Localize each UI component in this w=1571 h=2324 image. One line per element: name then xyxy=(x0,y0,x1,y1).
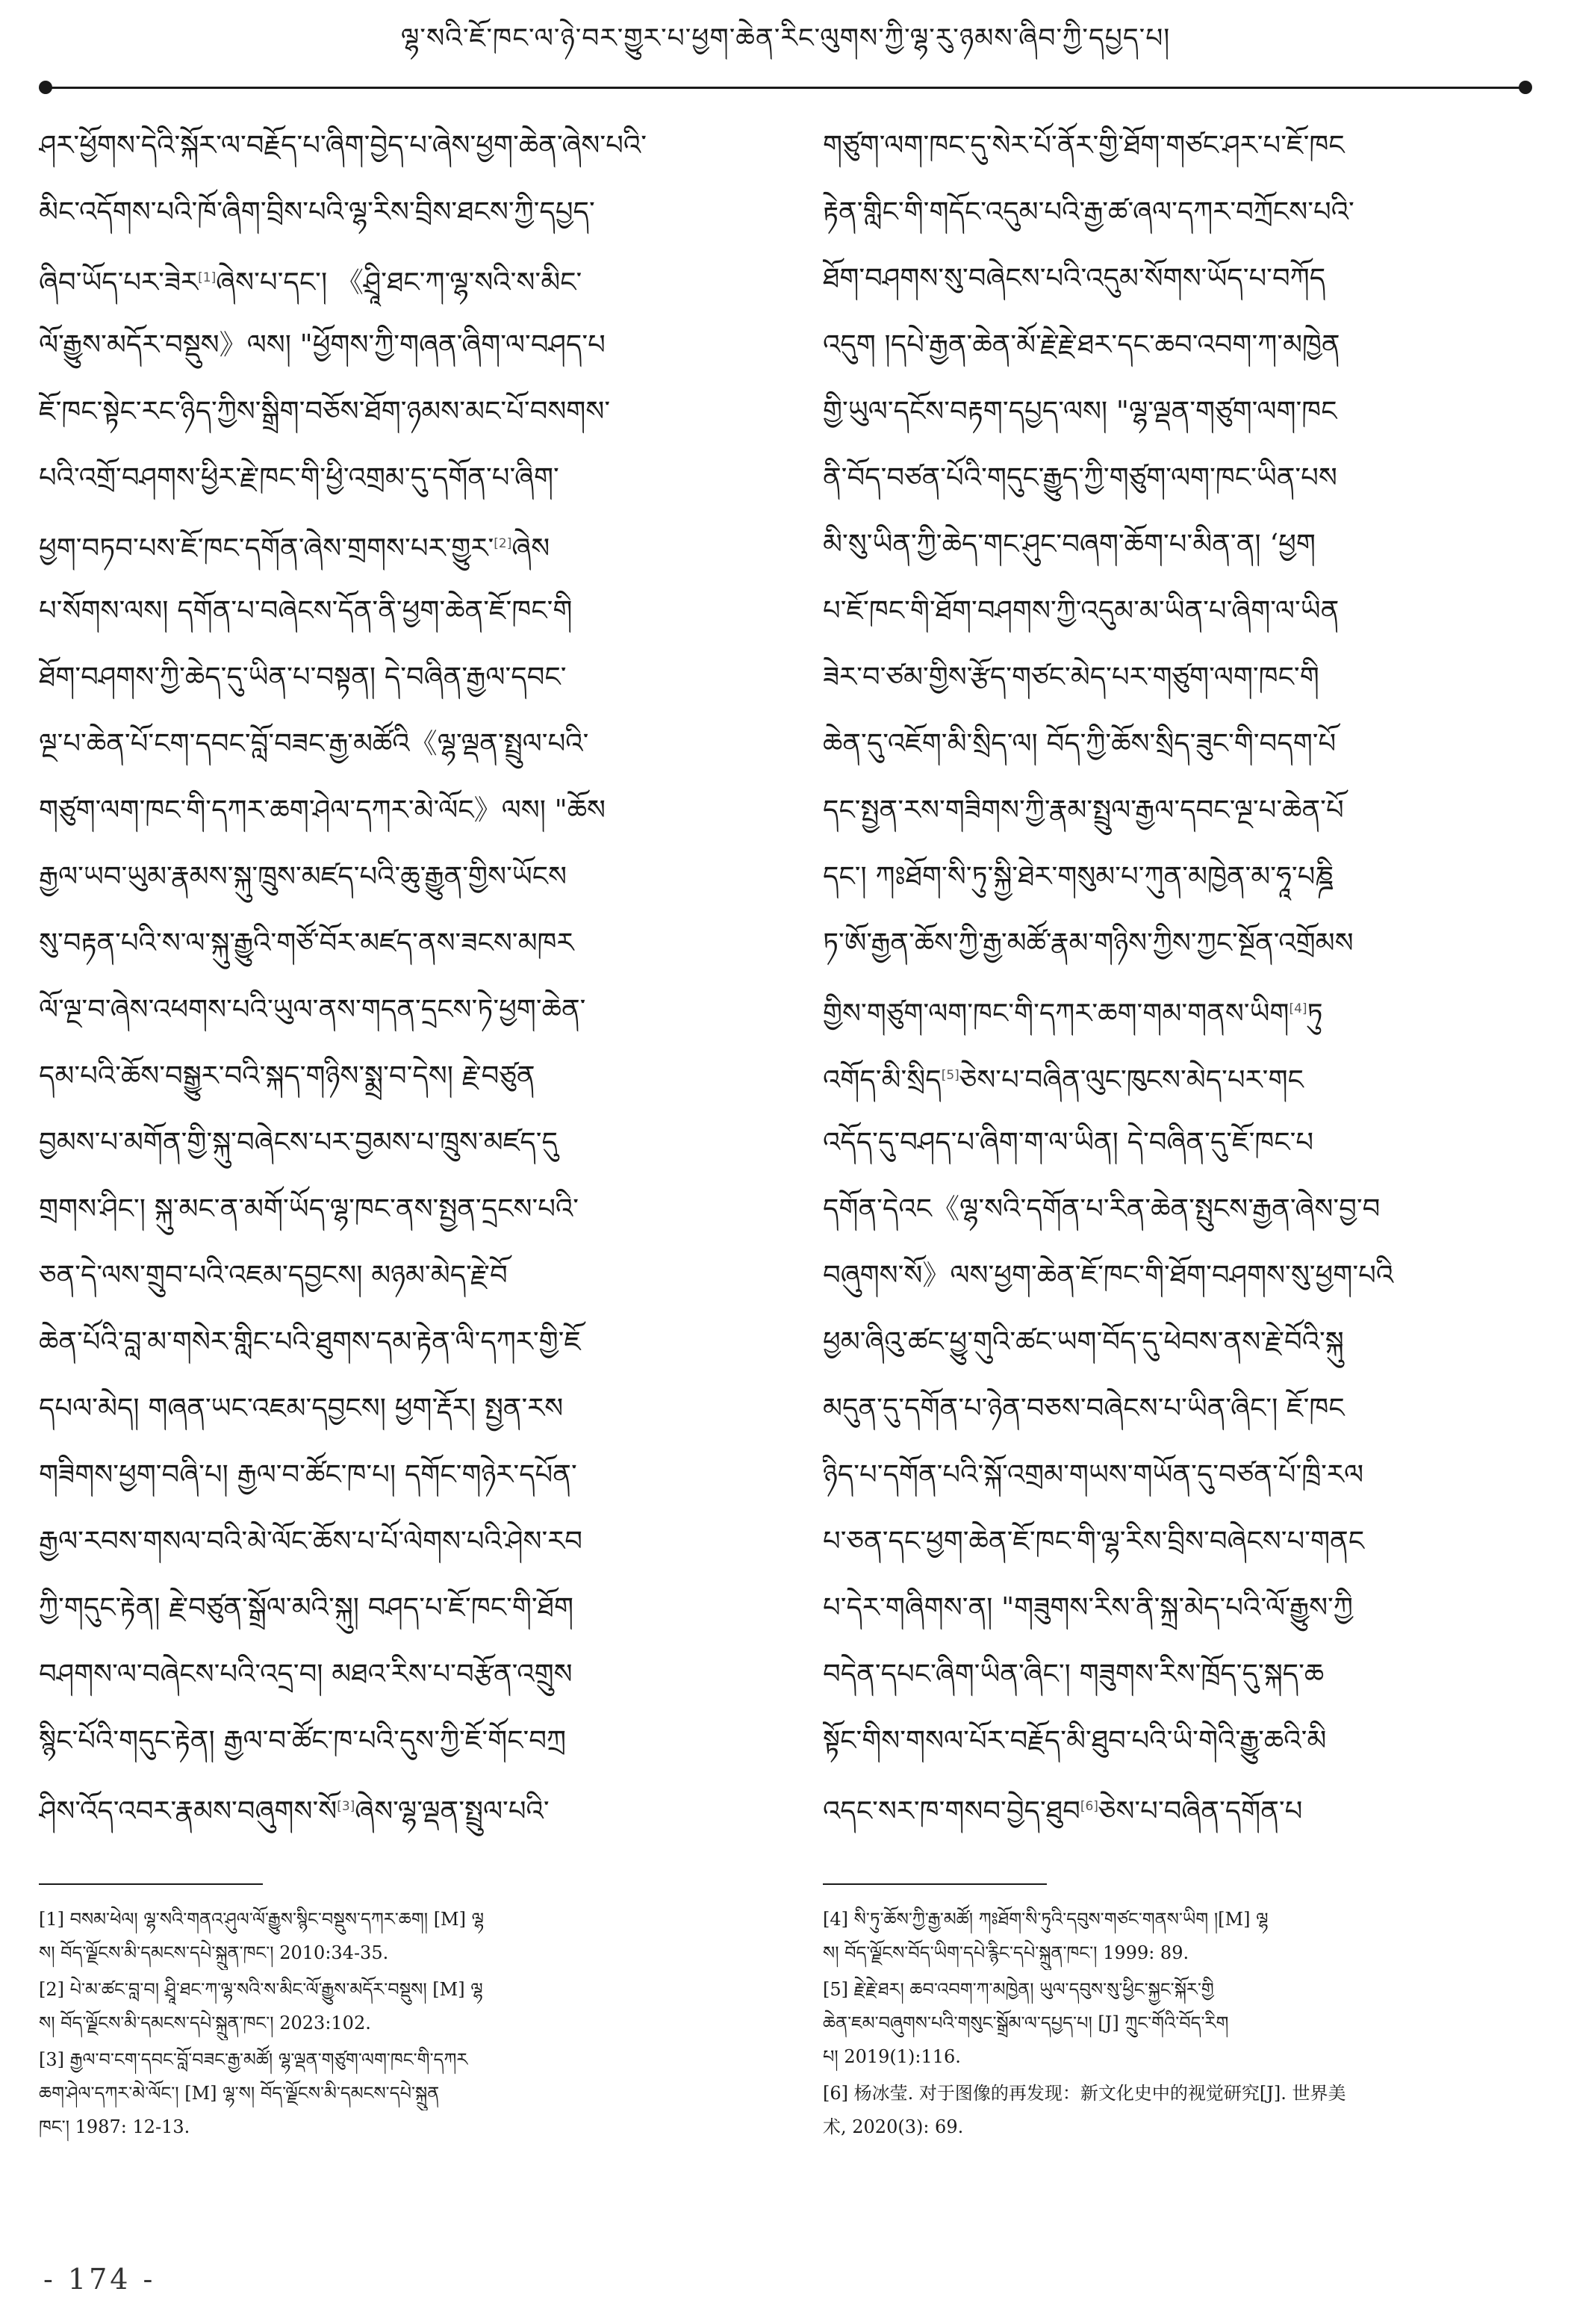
body-text: ལོ་རྒྱུས་མདོར་བསྡུས》ལས། "ཕྱོགས་ཀྱི་གཞན་ཞིག་ལ་བཤད་པ xyxy=(39,329,606,361)
body-text: གྱི་ཡུལ་དངོས་བརྟག་དཔྱད་ལས། "ལྷ་ལྡན་གཙུག་ལག་ཁང xyxy=(823,395,1337,427)
footnote-line: པ། 2019(1):116. xyxy=(823,2046,961,2067)
body-text: ཤིས་འོད་འབར་རྣམས་བཞུགས་སོ xyxy=(39,1795,337,1827)
body-text: དང་། ཀཿཐོག་སི་ཏུ་སྐྱི་ཐེར་གསུམ་པ་ཀུན་མཁྱེན་མ་ཧཱ་པཎྜི xyxy=(823,860,1334,892)
body-text: ནི་བོད་བཙན་པོའི་གདུང་རྒྱུད་ཀྱི་གཙུག་ལག་ཁང་ཡིན་པས xyxy=(823,462,1337,494)
footnote-rule-right xyxy=(823,1883,1047,1885)
body-text: དམ་པའི་ཆོས་བསྒྱུར་བའི་སྐད་གཉིས་སྨྲ་བ་དེས། རྗེ་བཙུན xyxy=(39,1060,535,1092)
body-text-line xyxy=(823,644,1532,710)
footnote xyxy=(823,2077,1532,2144)
footnote-line: [5] རྗེ་རྗེ་ཐར། ཆབ་འབག་ཀ་མཁྱེན། ཡུལ་དབུས་སུ་ཕྱིང་སྐྱང་སྐོར་གྱི xyxy=(823,1979,1214,2000)
body-text-line xyxy=(39,777,748,843)
body-text-line xyxy=(823,311,1532,378)
footnote-line: ས། བོད་ལྗོངས་མི་དམངས་དཔེ་སྐྲུན་ཁང་། 2010:34-35. xyxy=(39,1942,389,1963)
body-text-line xyxy=(823,1175,1532,1242)
body-text-line xyxy=(39,245,748,311)
body-text-line xyxy=(39,843,748,910)
body-text: པ་ཅན་དང་ཕྱག་ཆེན་ཇོ་ཁང་གི་ལྷ་རིས་བྲིས་བཞེངས་པ་གནང xyxy=(823,1525,1365,1557)
footnote-line: [3] རྒྱལ་བ་ངག་དབང་བློ་བཟང་རྒྱ་མཚོ། ལྷ་ལྡན་གཙུག་ལག་ཁང་གི་དཀར xyxy=(39,2049,468,2070)
body-text-line xyxy=(823,444,1532,511)
page-number: - 174 - xyxy=(43,2263,156,2296)
body-text: སུ་བརྟན་པའི་ས་ལ་སྐུ་རྒྱུའི་གཙོ་བོར་མཛད་ནས་ཟངས་མཁར xyxy=(39,927,574,959)
body-text-line xyxy=(39,1043,748,1109)
body-text-line xyxy=(823,577,1532,644)
body-text: མིང་འདོགས་པའི་ཁོ་ཞིག་བྲིས་པའི་ལྷ་རིས་བྲིས་ཐངས་ཀྱི་དཔྱད་ xyxy=(39,196,595,228)
body-text: དཔལ་མེད། གཞན་ཡང་འཇམ་དབྱངས། ཕྱག་རྡོར། སྤྱན་རས xyxy=(39,1392,564,1424)
body-text: གྱིས་གཙུག་ལག་ཁང་གི་དཀར་ཆག་གམ་གནས་ཡིག xyxy=(823,997,1290,1030)
body-text: བཤགས་ལ་བཞེངས་པའི་འདྲ་བ། མཐའ་རིས་པ་བརྩོན་འགྲུས xyxy=(39,1658,573,1690)
body-text-line xyxy=(823,1774,1532,1840)
body-text-line xyxy=(823,976,1532,1043)
body-text-line xyxy=(823,378,1532,444)
footnotes-left xyxy=(39,1903,748,2147)
body-text-line xyxy=(39,577,748,644)
body-text-line xyxy=(823,511,1532,577)
body-text: བཞུགས་སོ》ལས་ཕྱག་ཆེན་ཇོ་ཁང་གི་ཐོག་བཤགས་སུ་ཕྱག་པའི xyxy=(823,1259,1394,1291)
body-text: ཅེས་པ་བཞིན་དགོན་པ xyxy=(1098,1795,1303,1827)
body-text: གཟིགས་ཕྱག་བཞི་པ། རྒྱལ་བ་ཚོང་ཁ་པ། དགོང་གཉེར་དཔོན་ xyxy=(39,1458,577,1491)
body-text-line xyxy=(823,1375,1532,1441)
body-text-line xyxy=(823,843,1532,910)
body-text: གཙུག་ལག་ཁང་དུ་སེར་པོ་ནོར་གྱི་ཐོག་གཙང་ཤར་པ་ཇོ་ཁང xyxy=(823,129,1345,161)
body-text-line xyxy=(823,1308,1532,1375)
footnotes-right xyxy=(823,1903,1532,2147)
body-text-line xyxy=(39,1109,748,1175)
body-text: གྲགས་ཤིང་། སྐུ་མང་ན་མགོ་ཡོད་ལྷ་ཁང་ནས་སྤྱན་དྲངས་པའི་ xyxy=(39,1193,579,1225)
body-text-line xyxy=(39,112,748,178)
footnote-line: ཆེན་ཇམ་བཞུགས་པའི་གསུང་སྒྲོམ་ལ་དཔྱད་པ། [J] ཀྲུང་གོའི་བོད་རིག xyxy=(823,2013,1229,2034)
body-text: ལོ་ལྔ་བ་ཞེས་འཕགས་པའི་ཡུལ་ནས་གདན་དྲངས་ཏེ་ཕྱག་ཆེན་ xyxy=(39,993,586,1025)
body-text-line xyxy=(39,1574,748,1641)
body-text-line xyxy=(39,1774,748,1840)
body-text: པ་དེར་གཞིགས་ན། "གཟུགས་རིས་ནི་སྐྲ་མེད་པའི་ལོ་རྒྱུས་ཀྱི xyxy=(823,1591,1353,1624)
body-text: ཀྱི་གདུང་རྟེན། རྗེ་བཙུན་སྒྲོལ་མའི་སྐུ། བཤད་པ་ཇོ་ཁང་གི་ཐོག xyxy=(39,1591,574,1624)
body-text: འགོད་མི་སྲིད xyxy=(823,1063,942,1096)
body-text: བདེན་དཔང་ཞིག་ཡིན་ཞིང་། གཟུགས་རིས་ཁྲོད་དུ་སྐད་ཆ xyxy=(823,1658,1325,1690)
body-text: ཉིད་པ་དགོན་པའི་སྐོ་འགྲམ་གཡས་གཡོན་དུ་བཙན་པོ་ཁྲི་རལ xyxy=(823,1458,1364,1491)
body-text-line xyxy=(39,444,748,511)
body-text-line xyxy=(39,976,748,1043)
left-column xyxy=(39,112,748,1840)
footnote xyxy=(823,1973,1532,2074)
body-text-line xyxy=(823,1641,1532,1707)
body-text: ཞེས་ལྷ་ལྡན་སྤྲུལ་པའི་ xyxy=(355,1795,550,1827)
footnote-marker: [4] xyxy=(1289,1001,1307,1016)
body-text: ཏུ xyxy=(1307,997,1323,1030)
body-text-line xyxy=(39,178,748,245)
body-text-line xyxy=(823,710,1532,777)
footnote xyxy=(823,1903,1532,1970)
body-text-line xyxy=(823,1441,1532,1508)
body-text: འདང་སར་ཁ་གསབ་བྱེད་ཐུབ xyxy=(823,1795,1080,1827)
footnote-marker: [5] xyxy=(941,1068,959,1083)
body-text: བྱམས་པ་མགོན་གྱི་སྐུ་བཞེངས་པར་བྱམས་པ་ཁྲུས་མཛད་དུ xyxy=(39,1126,558,1158)
footnote-line: ས། བོད་ལྗོངས་མི་དམངས་དཔེ་སྐྲུན་ཁང་། 2023:102. xyxy=(39,2013,371,2034)
footnote-line: ས། བོད་ལྗོངས་བོད་ཡིག་དཔེ་རྙིང་དཔེ་སྐྲུན་ཁང་། 1999: 89. xyxy=(823,1942,1189,1963)
header-rule-right-dot xyxy=(1519,81,1532,94)
body-text: ཏ་ཨོ་རྒྱན་ཆོས་ཀྱི་རྒྱ་མཚོ་རྣམ་གཉིས་ཀྱིས་ཀྱང་སྔོན་འགྲོམས xyxy=(823,927,1354,959)
body-text-line xyxy=(823,1508,1532,1574)
footnote-marker: [3] xyxy=(337,1799,355,1814)
body-text: པ་སོགས་ལས། དགོན་པ་བཞེངས་དོན་ནི་ཕྱག་ཆེན་ཇོ་ཁང་གི xyxy=(39,594,573,627)
footnote-line: 术, 2020(3): 69. xyxy=(823,2116,964,2137)
body-text: སྟོང་གིས་གསལ་པོར་བརྗོད་མི་ཐུབ་པའི་ཡི་གེའི་རྒྱུ་ཆའི་མི xyxy=(823,1724,1327,1756)
right-column xyxy=(823,112,1532,1840)
body-text-line xyxy=(39,910,748,976)
body-text: རྒྱལ་ཡབ་ཡུམ་རྣམས་སྐུ་ཁྲུས་མཛད་པའི་ཆུ་རྒྱུན་གྱིས་ཡོངས xyxy=(39,860,567,892)
body-text-line xyxy=(823,1242,1532,1308)
footnote-line: ཆག་ཤེལ་དཀར་མེ་ལོང་། [M] ལྷ་ས། བོད་ལྗོངས་མི་དམངས་དཔེ་སྐྲུན xyxy=(39,2083,440,2104)
body-text-line xyxy=(39,1175,748,1242)
body-text-line xyxy=(823,245,1532,311)
body-text: མདུན་དུ་དགོན་པ་ཉེན་བཅས་བཞེངས་པ་ཡིན་ཞིང་། ཇོ་ཁང xyxy=(823,1392,1345,1424)
body-text-line xyxy=(39,378,748,444)
body-text: ཟེར་བ་ཙམ་གྱིས་རྩོད་གཙང་མེད་པར་གཙུག་ལག་ཁང་གི xyxy=(823,661,1319,693)
body-text-line xyxy=(39,1308,748,1375)
header-rule xyxy=(45,87,1526,89)
header-title: ལྷ་སའི་ཇོ་ཁང་ལ་ཉེ་བར་གྱུར་པ་ཕྱག་ཆེན་རིང་ལུགས་ཀྱི་ལྷ་རུ་ཉམས་ཞིབ་ཀྱི་དཔྱད་པ། xyxy=(400,23,1171,54)
body-text-line xyxy=(823,1574,1532,1641)
body-text: ཆེན་པོའི་བླ་མ་གསེར་གླིང་པའི་ཐུགས་དམ་རྟེན་ལི་དཀར་གྱི་ཇོ xyxy=(39,1326,582,1358)
footnote-rule-left xyxy=(39,1883,263,1885)
body-text: ཅེས་པ་བཞིན་ལུང་ཁུངས་མེད་པར་གང xyxy=(959,1063,1304,1096)
body-text: ཤར་ཕྱོགས་དེའི་སྐོར་ལ་བརྗོད་པ་ཞིག་བྱེད་པ་ཞེས་ཕྱག་ཆེན་ཞེས་པའི་ xyxy=(39,129,647,161)
body-text-line xyxy=(39,1641,748,1707)
body-text: རྟེན་གླིང་གི་གདོང་འདུམ་པའི་རྒྱ་ཚ་ཞལ་དཀར་བཀྲོངས་པའི་ xyxy=(823,196,1354,228)
body-text: འདོད་དུ་བཤད་པ་ཞིག་ག་ལ་ཡིན། དེ་བཞིན་དུ་ཇོ་ཁང་པ xyxy=(823,1126,1314,1158)
body-text: ཇོ་ཁང་སྟེང་རང་ཉིད་ཀྱིས་སྒྲིག་བཅོས་ཐོག་ཉམས་མང་པོ་བསགས་ xyxy=(39,395,611,427)
body-text-line xyxy=(823,112,1532,178)
body-text-line xyxy=(39,1375,748,1441)
footnote-line: [4] སི་ཏུ་ཆོས་ཀྱི་རྒྱ་མཚོ། ཀཿཐོག་སི་ཏུའི་དབུས་གཙང་གནས་ཡིག །[M] ལྷ xyxy=(823,1909,1269,1930)
body-text: འདུག །དཔེ་རྒྱན་ཆེན་མོ་རྗེ་རྗེ་ཐར་དང་ཆབ་འབག་ཀ་མཁྱེན xyxy=(823,329,1340,361)
footnote-marker: [1] xyxy=(198,270,217,285)
body-text: ཕྱམ་ཞིའུ་ཚང་ཕྱུ་གུའི་ཚང་ཡག་བོད་དུ་ཕེབས་ནས་རྗེ་བོའི་སྐུ xyxy=(823,1326,1344,1358)
footnote xyxy=(39,1973,748,2040)
body-text-line xyxy=(823,1109,1532,1175)
body-text-line xyxy=(39,1707,748,1774)
footnote-line: ཁང་། 1987: 12-13. xyxy=(39,2116,190,2137)
body-text: པའི་འགྲོ་བཤགས་ཕྱིར་རྗེ་ཁང་གི་ཕྱི་འགྲམ་དུ་དགོན་པ་ཞིག་ xyxy=(39,462,559,494)
body-text-line xyxy=(823,1707,1532,1774)
body-text: རྒྱལ་རབས་གསལ་བའི་མེ་ལོང་ཆོས་པ་པོ་ལེགས་པའི་ཤེས་རབ xyxy=(39,1525,583,1557)
body-text: དགོན་དེའང《ལྷ་སའི་དགོན་པ་རིན་ཆེན་སྤུངས་རྒྱན་ཞེས་བྱ་བ xyxy=(823,1193,1381,1225)
footnote xyxy=(39,2043,748,2144)
body-text: ལྔ་པ་ཆེན་པོ་ངག་དབང་བློ་བཟང་རྒྱ་མཚོའི《ལྷ་ལྡན་སྤྲུལ་པའི་ xyxy=(39,727,589,759)
body-text: ཞེས་པ་དང་། 《ཤྲཱི་ཐང་ཀ་ལྷ་སའི་ས་མིང་ xyxy=(216,266,582,299)
footnote-marker: [2] xyxy=(494,536,512,551)
body-text-line xyxy=(823,910,1532,976)
header-rule-left-dot xyxy=(39,81,52,94)
body-text: མི་སུ་ཡིན་ཀྱི་ཆེད་གང་ཤུང་བཞག་ཆོག་པ་མིན་ན། ‘ཕྱག xyxy=(823,528,1316,560)
body-text-line xyxy=(39,710,748,777)
body-text: ཆེན་དུ་འཇོག་མི་སྲིད་ལ། བོད་ཀྱི་ཆོས་སྲིད་ཟུང་གི་བདག་པོ xyxy=(823,727,1337,759)
body-text: ཞིབ་ཡོད་པར་ཟེར xyxy=(39,266,199,299)
body-text: གཙུག་ལག་ཁང་གི་དཀར་ཆག་ཤེལ་དཀར་མེ་ལོང》ལས། "ཆོས xyxy=(39,794,606,826)
footnote-line: [6] 杨冰莹. 对于图像的再发现：新文化史中的视觉研究[J]. 世界美 xyxy=(823,2083,1346,2104)
footnote xyxy=(39,1903,748,1970)
running-header xyxy=(45,16,1526,69)
body-text-line xyxy=(39,311,748,378)
footnote-line: [2] པེ་མ་ཚང་བླ་བ། ཤྲཱི་ཐང་ཀ་ལྷ་སའི་ས་མིང་ལོ་རྒྱུས་མདོར་བསྡུས། [M] ལྷ xyxy=(39,1979,483,2000)
footnote-marker: [6] xyxy=(1080,1799,1098,1814)
body-text-line xyxy=(39,644,748,710)
body-text: ཐོག་བཤགས་སུ་བཞེངས་པའི་འདུམ་སོགས་ཡོད་པ་བཀོད xyxy=(823,262,1326,294)
body-text: དང་སྤྱན་རས་གཟིགས་ཀྱི་རྣམ་སྤྲུལ་རྒྱལ་དབང་ལྔ་པ་ཆེན་པོ xyxy=(823,794,1344,826)
body-text: ཕྱག་བཏབ་པས་ཇོ་ཁང་དགོན་ཞེས་གྲགས་པར་གྱུར་ xyxy=(39,532,494,565)
body-text-line xyxy=(39,1242,748,1308)
body-text-line xyxy=(823,178,1532,245)
body-text-line xyxy=(823,777,1532,843)
body-text: པ་ཇོ་ཁང་གི་ཐོག་བཤགས་ཀྱི་འདུམ་མ་ཡིན་པ་ཞིག་ལ་ཡིན xyxy=(823,594,1340,627)
body-text: སྙིང་པོའི་གདུང་རྟེན། རྒྱལ་བ་ཚོང་ཁ་པའི་དུས་ཀྱི་ཇོ་གོང་བཀྲ xyxy=(39,1724,567,1756)
body-text-line xyxy=(39,1508,748,1574)
body-text: ཅན་དེ་ལས་གྲུབ་པའི་འཇམ་དབྱངས། མཉམ་མེད་རྗེ་བོ xyxy=(39,1259,508,1291)
footnote-line: [1] བསམ་ཕེལ། ལྷ་སའི་གནའ་ཤུལ་ལོ་རྒྱུས་སྙིང་བསྡུས་དཀར་ཆག། [M] ལྷ xyxy=(39,1909,485,1930)
body-text-line xyxy=(39,511,748,577)
body-text-line xyxy=(39,1441,748,1508)
body-text: ཐོག་བཤགས་ཀྱི་ཆེད་དུ་ཡིན་པ་བསྟན། དེ་བཞིན་རྒྱལ་དབང་ xyxy=(39,661,567,693)
body-text-line xyxy=(823,1043,1532,1109)
body-text: ཞེས xyxy=(511,532,550,565)
